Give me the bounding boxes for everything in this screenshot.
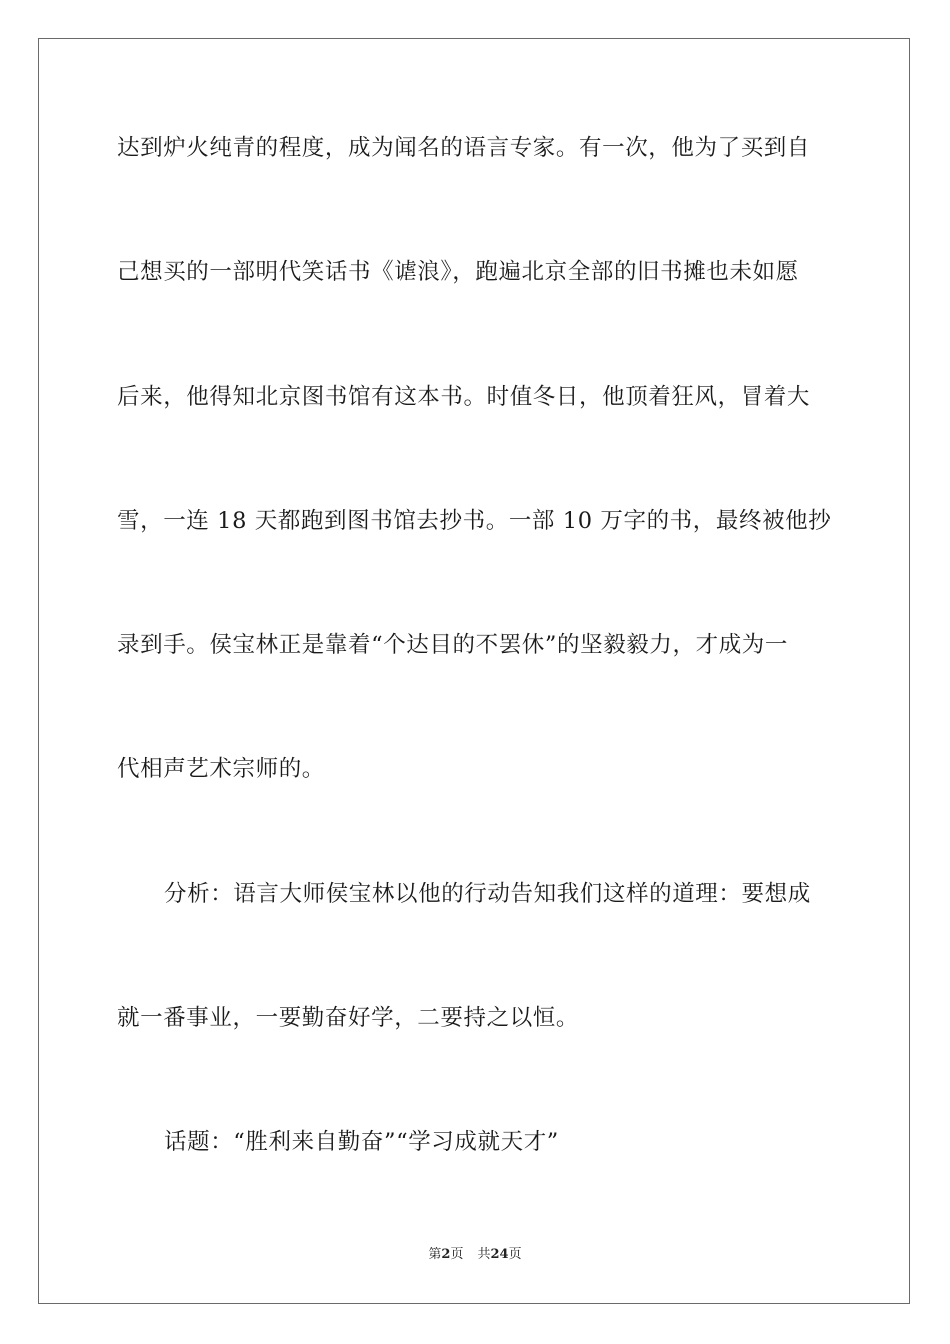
current-page-number: 2: [441, 1247, 451, 1262]
body-text-line-4: 雪，一连 18 天都跑到图书馆去抄书。一部 10 万字的书，最终被他抄: [117, 508, 832, 534]
total-prefix: 共: [477, 1247, 491, 1262]
body-text-line-1: 达到炉火纯青的程度，成为闻名的语言专家。有一次，他为了买到自: [117, 135, 811, 161]
body-text-line-5: 录到手。侯宝林正是靠着“个达目的不罢休”的坚毅毅力，才成为一: [117, 632, 789, 658]
page-border: [38, 38, 910, 1304]
analysis-line-2: 就一番事业，一要勤奋好学，二要持之以恒。: [117, 1005, 580, 1031]
body-text-line-6: 代相声艺术宗师的。: [117, 756, 325, 782]
topic-line: 话题：“胜利来自勤奋”“学习成就天才”: [164, 1129, 559, 1155]
page-prefix: 第: [428, 1247, 442, 1262]
page-suffix: 页: [450, 1247, 464, 1262]
total-pages-number: 24: [490, 1247, 509, 1262]
page-footer: [0, 1246, 950, 1264]
analysis-line-1: 分析：语言大师侯宝林以他的行动告知我们这样的道理：要想成: [164, 881, 811, 907]
body-text-line-3: 后来，他得知北京图书馆有这本书。时值冬日，他顶着狂风，冒着大: [117, 384, 811, 410]
body-text-line-2: 己想买的一部明代笑话书《谑浪》，跑遍北京全部的旧书摊也未如愿: [117, 259, 799, 285]
total-suffix: 页: [508, 1247, 522, 1262]
